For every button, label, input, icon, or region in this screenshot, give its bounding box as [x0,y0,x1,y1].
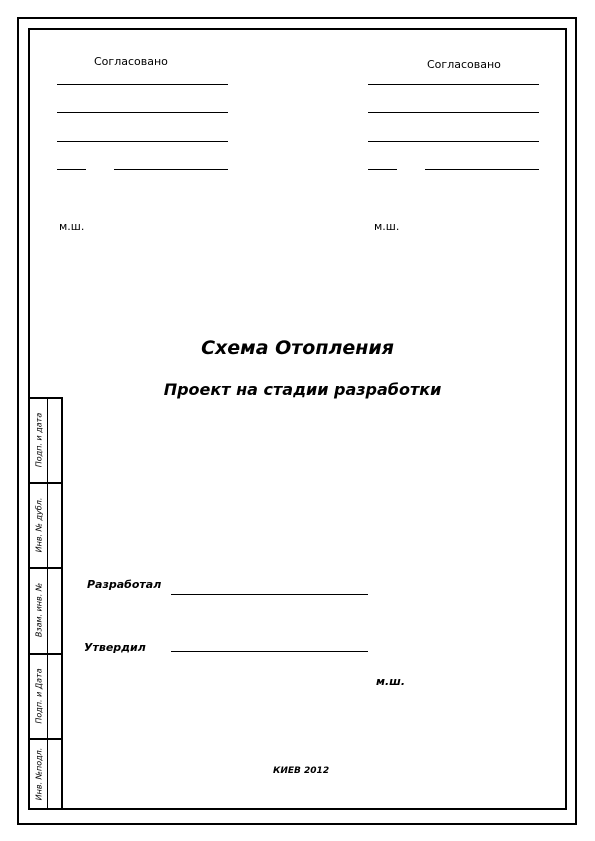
approval-left-line-4a [57,169,86,170]
strip-label-sign-date-2: Подп. и Дата [34,667,43,724]
approval-left-stamp: м.ш. [59,220,85,233]
approval-left-line-4b [114,169,228,170]
page-title: Схема Отопления [201,337,394,359]
approval-left-line-1 [57,84,228,85]
strip-label-orig-inv: Инв. №подл. [34,747,43,801]
approval-right-line-2 [368,112,539,113]
page-subtitle: Проект на стадии разработки [163,380,442,399]
approval-right-line-4a [368,169,397,170]
approval-right-stamp: м.ш. [374,220,400,233]
signature-stamp: м.ш. [376,675,406,688]
approved-by-line [171,651,368,652]
approval-right-line-1 [368,84,539,85]
approved-by-label: Утвердил [84,641,146,654]
approval-left-label: Согласовано [94,55,168,68]
strip-label-sign-date: Подп. и дата [34,412,43,467]
approval-right-line-3 [368,141,539,142]
approval-left-line-2 [57,112,228,113]
strip-label-replace-inv: Взам. инв. № [34,582,43,638]
approval-left-line-3 [57,141,228,142]
approval-right-label: Согласовано [427,58,501,71]
inner-frame [28,28,567,810]
side-strip [30,397,63,810]
strip-label-dup-inv: Инв. № дубл. [34,497,43,552]
developed-by-label: Разработал [87,578,162,591]
footer-city-year: КИЕВ 2012 [273,766,330,776]
approval-right-line-4b [425,169,539,170]
developed-by-line [171,594,368,595]
